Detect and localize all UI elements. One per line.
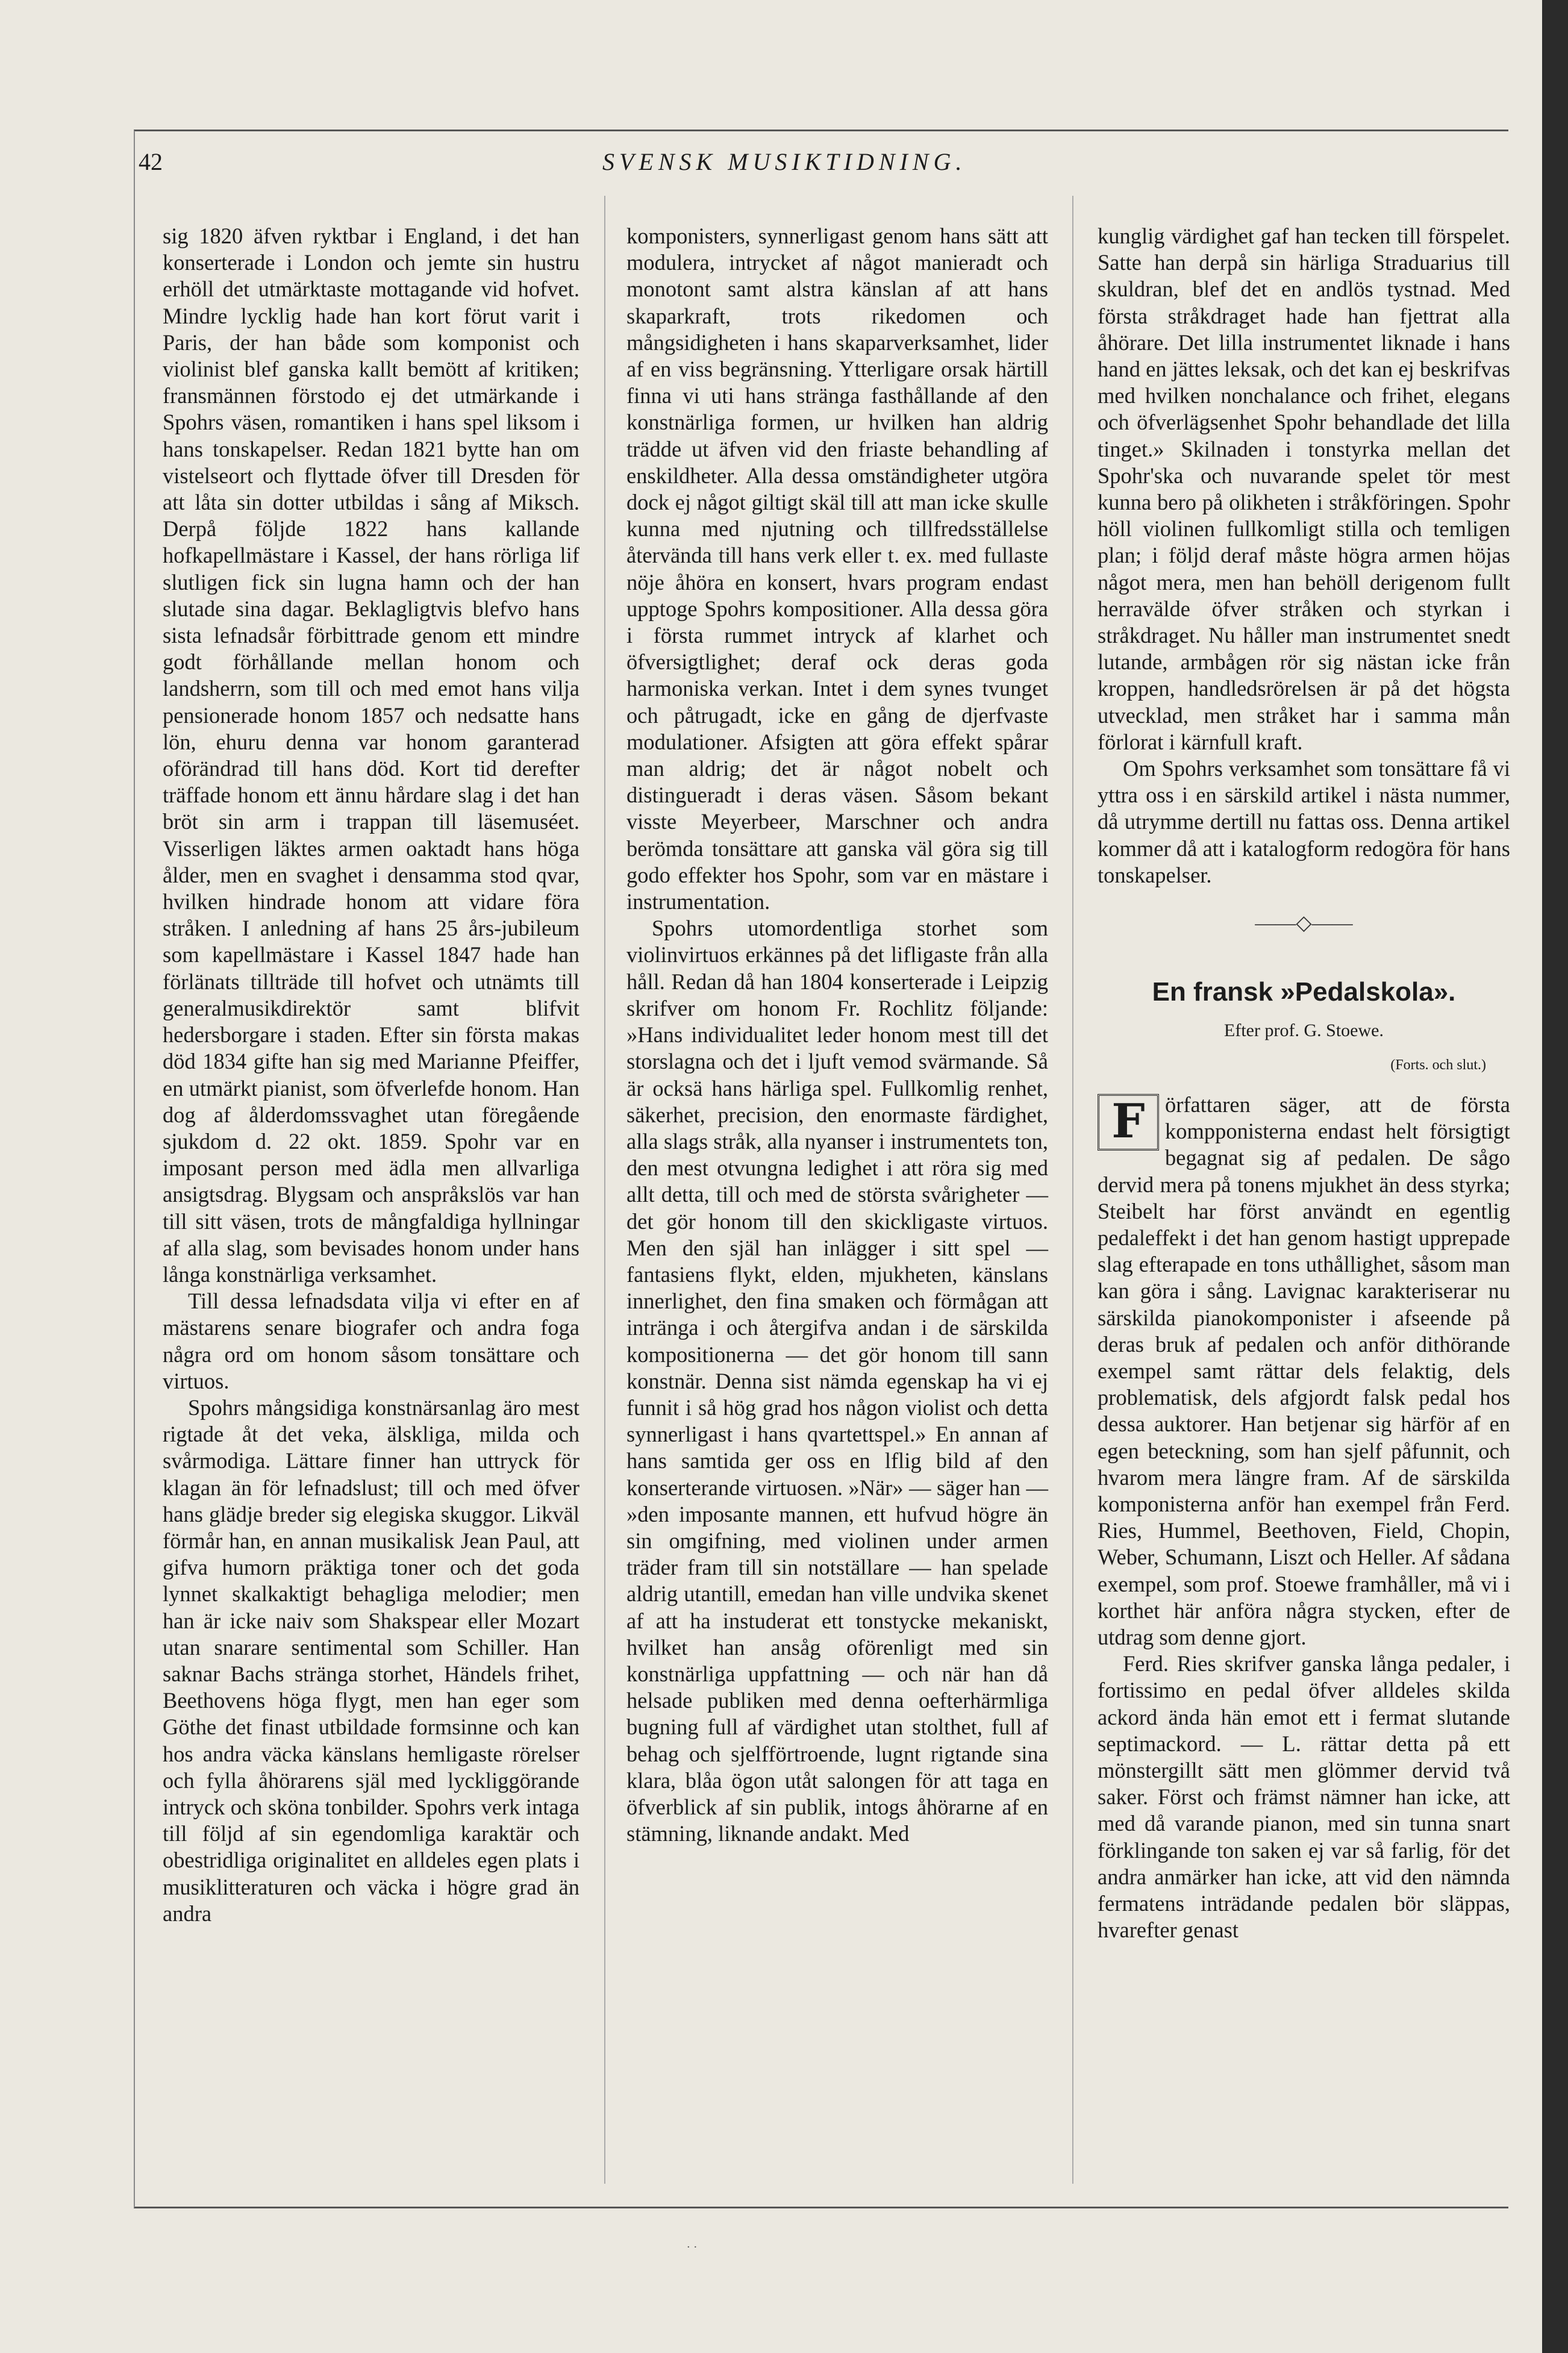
journal-title: SVENSK MUSIKTIDNING. [602, 148, 967, 175]
article-byline: Efter prof. G. Stoewe. [1224, 1020, 1384, 1041]
dropcap-letter: F [1098, 1094, 1159, 1151]
paragraph-text: örfattaren säger, att de första kompponisterna endast helt försigtigt begagnat sig af pedalen. De sågo dervid mera på tonens mjukhet än dess styrka; Steibelt har först användt en egentlig pedaleffekt i det han genom hastigt upprepade slag efterapade en tons uthållighet, såsom man kan göra i sång. Lavignac karakteriserar nu särskilda pianokomponister i afseende på deras bruk af pedalen och anför dithörande exempel samt rättar dels felaktig, dels problematisk, dels afgjordt falsk pedal hos dessa auktorer. Han betjenar sig härför af en egen beteckning, som han sjelf påfunnit, och hvarom mera längre fram. Af de särskilda komponisterna anför han exempel från Ferd. Ries, Hummel, Beethoven, Field, Chopin, Weber, Schumann, Liszt och Heller. Af sådana exempel, som prof. Stoewe framhåller, må vi i korthet här anföra några stycken, efter de utdrag som denne gjort. [1098, 1092, 1510, 1649]
column-2 [626, 223, 1048, 1847]
paragraph: komponisters, synnerligast genom hans sätt att modulera, intrycket af något manieradt och monotont samt alstra känslan af att hans skaparkraft, trots rikedomen och mångsidigheten i hans skaparverksamhet, lider af en viss begränsning. Ytterligare orsak härtill finna vi uti hans stränga fasthållande af den konstnärliga formen, ur hvilken han aldrig trädde ut äfven vid den friaste behandling af enskildheter. Alla dessa omständigheter utgöra dock ej något giltigt skäl till att man icke skulle kunna med njutning och tillfredsställelse återvända till hans verk eller t. ex. med fullaste nöje åhöra en konsert, hvars program endast upptoge Spohrs kompositioner. Alla dessa göra i första rummet intryck af klarhet och öfversigtlighet; deraf ock deras goda harmoniska verkan. Intet i dem synes tvunget och påtrugadt, icke en gång de djerfvaste modulationer. Afsigten att göra effekt spårar man aldrig; det är något nobelt och distingueradt i deras väsen. Såsom bekant visste Meyerbeer, Marschner och andra berömda tonsättare att ganska väl göra sig till godo effekter hos Spohr, som var en mästare i instrumentation. [626, 223, 1048, 914]
column-divider-2 [1072, 196, 1073, 2184]
paragraph: Till dessa lefnadsdata vilja vi efter en af mästarens senare biografer och andra foga några ord om honom såsom tonsättare och virtuos. [163, 1289, 579, 1393]
print-mark: · · [687, 2241, 698, 2254]
paragraph: kunglig värdighet gaf han tecken till förspelet. Satte han derpå sin härliga Straduarius till skuldran, blef det en andlös tystnad. Med första stråkdraget hade han fjettrat alla åhörare. Det lilla instrumentet liknade i hans hand en jättes leksak, och det kan ej beskrifvas med hvilken nonchalance och frihet, elegans och öfverlägsenhet Spohr behandlade det lilla tinget.» Skilnaden i tonstyrka mellan det Spohr'ska och nuvarande spelet tör mest kunna bero på olikheten i stråkföringen. Spohr höll violinen fullkomligt stilla och temligen plan; i följd deraf måste högra armen höjas något mera, men han behöll derigenom fullt herravälde öfver stråken och styrkan i stråkdraget. Nu håller man instrumentet snedt lutande, armbågen rör sig nästan icke från kroppen, handledsrörelsen är på det högsta utvecklad, men stråket har i samma mån förlorat i kärnfull kraft. [1098, 223, 1510, 754]
article-title: En fransk »Pedalskola». [1152, 977, 1456, 1007]
section-ornament: ——◇—— [1255, 912, 1353, 935]
page-number: 42 [139, 148, 163, 175]
scan-edge [1542, 0, 1568, 2353]
column-1 [163, 223, 579, 1927]
article-continued-note: (Forts. och slut.) [1390, 1057, 1486, 1073]
column-divider-1 [604, 196, 605, 2184]
paragraph: Ferd. Ries skrifver ganska långa pedaler, i fortissimo en pedal öfver alldeles skilda ackord ända hän emot ett i fermat slutande septimackord. — L. rättar detta på ett mönstergillt sätt men glömmer dervid två saker. Först och främst nämner han icke, att med då varande pianon, med sin tunna snart förklingande ton saken ej var så farlig, för det andra anmärker han icke, att vid den nämnda fermatens inträdande pedalen bör släppas, hvarefter genast [1098, 1651, 1510, 1943]
paragraph [1098, 1092, 1510, 1651]
paragraph: Spohrs utomordentliga storhet som violinvirtuos erkännes på det lifligaste från alla håll. Redan då han 1804 konserterade i Leipzig skrifver om honom Fr. Rochlitz följande: »Hans individualitet leder honom mest till det storslagna och det i ljuft vemod svärmande. Så är ocksä hans härliga spel. Fullkomlig renhet, säkerhet, precision, den enormaste färdighet, alla slags stråk, alla nyanser i instrumentets ton, den mest otvungna ledighet i att röra sig med allt detta, till och med de största svårigheter — det gör honom till den skickligaste virtuos. Men den själ han inlägger i sitt spel — fantasiens flykt, elden, mjukheten, känslans innerlighet, den fina smaken och förmågan att intränga i och återgifva andan i de särskilda kompositionerna — det gör honom till sann konstnär. Denna sist nämda egenskap ha vi ej funnit i så hög grad hos någon violist och detta synnerligast i hans qvartettspel.» En annan af hans samtida ger oss en lflig bild af den konserterande virtuosen. »När» — säger han — »den imposante mannen, ett hufvud högre än sin omgifning, med violinen under armen träder fram till sin notställare — han spelade aldrig utantill, emedan han ville undvika skenet af att ha instuderat ett tonstycke mekaniskt, hvilket han ansåg oförenligt med sin konstnärliga uppfattning — och när han då helsade publiken med denna oefterhärmliga bugning full af värdighet utan stolthet, full af behag och sjelfförtroende, lugnt rigtande sina klara, blåa ögon utåt salongen för att taga en öfverblick af sin publik, intogs åhörarne af en stämning, liknande andakt. Med [626, 916, 1048, 1846]
paragraph: Spohrs mångsidiga konstnärsanlag äro mest rigtade åt det veka, älskliga, milda och svårmodiga. Lättare finner han uttryck för klagan än för lefnadslust; till och med öfver hans glädje breder sig elegiska skuggor. Likväl förmår han, en annan musikalisk Jean Paul, att gifva humorn präktiga toner och det goda lynnet skalkaktigt behagliga melodier; men han är icke naiv som Shakspear eller Mozart utan snarare sentimental som Schiller. Han saknar Bachs stränga storhet, Händels frihet, Beethovens höga flygt, men han eger som Göthe det finast utbildade formsinne och kan hos andra väcka känslans hemligaste rörelser och fylla åhörarens själ med lyckliggörande intryck och sköna tonbilder. Spohrs verk intaga till följd af sin egendomliga karaktär och obestridliga originalitet en alldeles egen plats i musiklitteraturen och väcka i högre grad än andra [163, 1395, 579, 1926]
paragraph: sig 1820 äfven ryktbar i England, i det han konserterade i London och jemte sin hustru erhöll det utmärktaste mottagande vid hofvet. Mindre lycklig hade han kort förut varit i Paris, der han både som komponist och violinist blef ganska kallt bemött af kritiken; fransmännen förstodo ej det utmärkande i Spohrs väsen, romantiken i hans spel liksom i hans tonskapelser. Redan 1821 bytte han om vistelseort och flyttade öfver till Dresden för att låta sin dotter utbildas i sång af Miksch. Derpå följde 1822 hans kallande hofkapellmästare i Kassel, der hans rörliga lif slutligen fick sin lugna hamn och der han slutade sina dagar. Beklagligtvis blefvo hans sista lefnadsår förbittrade genom ett mindre godt förhållande mellan honom och landsherrn, som till och med emot hans vilja pensionerade honom 1857 och nedsatte hans lön, ehuru denna var honom garanterad oförändrad till hans död. Kort tid derefter träffade honom ett ännu hårdare slag i det han bröt sin arm i trappan till läsemuséet. Visserligen läktes armen oaktadt hans höga ålder, men en svaghet i densamma stod qvar, hvilken hindrade honom att vidare föra stråken. I anledning af hans 25 års-jubileum som kapellmästare i Kassel 1847 hade han förlänats tillträde till hofvet och utnämts till generalmusikdirektör samt blifvit hedersborgare i staden. Efter sin första makas död 1834 gifte han sig med Marianne Pfeiffer, en utmärkt pianist, som öfverlefde honom. Han dog af ålderdomssvaghet utan föregående sjukdom d. 22 okt. 1859. Spohr var en imposant person med ädla men allvarliga ansigtsdrag. Blygsam och anspråkslös var han till sitt väsen, trots de mångfaldiga hyllningar af alla slag, som bevisades honom under hans långa konstnärliga verksamhet. [163, 223, 579, 1287]
paragraph: Om Spohrs verksamhet som tonsättare få vi yttra oss i en särskild artikel i nästa nummer, då utrymme dertill nu fattas oss. Denna artikel kommer då att i katalogform redogöra för hans tonskapelser. [1098, 756, 1510, 887]
column-3 [1098, 223, 1510, 1943]
